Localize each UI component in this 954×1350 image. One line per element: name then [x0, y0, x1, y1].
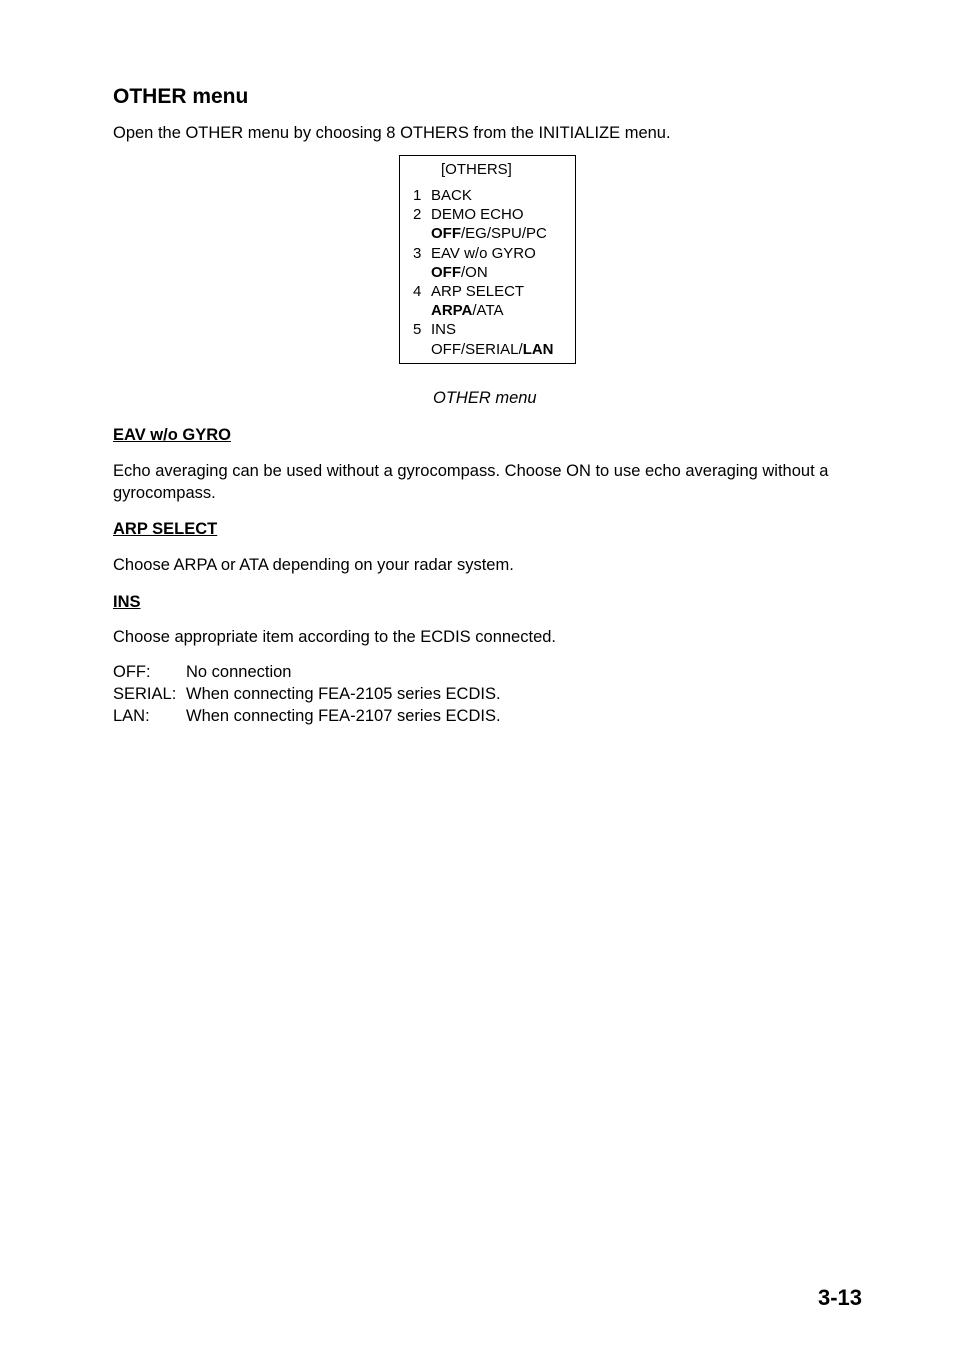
- selected-option: OFF: [431, 225, 461, 242]
- page-number: 3-13: [818, 1285, 863, 1310]
- menu-item-ins-options: [431, 341, 554, 358]
- intro-text: Open the OTHER menu by choosing 8 OTHERS from the INITIALIZE menu.: [113, 124, 671, 142]
- selected-option: LAN: [522, 341, 554, 358]
- eav-heading: EAV w/o GYRO: [113, 426, 231, 444]
- definition-term: SERIAL:: [113, 685, 177, 703]
- menu-title: [OTHERS]: [441, 161, 512, 178]
- selected-option: OFF: [431, 264, 461, 281]
- other-options: /ON: [461, 264, 488, 281]
- menu-item-demo-echo-options: [431, 225, 547, 242]
- menu-item-back: BACK: [431, 187, 472, 204]
- figure-caption: OTHER menu: [433, 389, 537, 407]
- definition-desc: When connecting FEA-2107 series ECDIS.: [186, 707, 501, 725]
- others-menu-box: [399, 155, 576, 364]
- arp-heading: ARP SELECT: [113, 520, 218, 538]
- menu-item-number: 1: [413, 187, 422, 204]
- ins-heading: INS: [113, 593, 141, 611]
- menu-item-number: 4: [413, 283, 422, 300]
- definition-term: LAN:: [113, 707, 150, 725]
- definition-desc: When connecting FEA-2105 series ECDIS.: [186, 685, 501, 703]
- menu-item-demo-echo: DEMO ECHO: [431, 206, 524, 223]
- menu-item-arp-select: ARP SELECT: [431, 283, 525, 300]
- menu-item-number: 2: [413, 206, 422, 223]
- other-options: /ATA: [472, 302, 504, 319]
- other-options: OFF/SERIAL/: [431, 341, 523, 358]
- ins-text: Choose appropriate item according to the ECDIS connected.: [113, 628, 557, 646]
- selected-option: ARPA: [431, 302, 473, 319]
- section-heading: OTHER menu: [113, 85, 249, 108]
- arp-text: Choose ARPA or ATA depending on your radar system.: [113, 556, 514, 574]
- definition-desc: No connection: [186, 663, 292, 681]
- other-options: /EG/SPU/PC: [461, 225, 547, 242]
- menu-item-ins: INS: [431, 321, 457, 338]
- menu-item-number: 5: [413, 321, 422, 338]
- menu-item-number: 3: [413, 245, 422, 262]
- menu-item-eav-options: [431, 264, 488, 281]
- menu-item-arp-options: [431, 302, 504, 319]
- menu-item-eav-wo-gyro: EAV w/o GYRO: [431, 245, 536, 262]
- definition-term: OFF:: [113, 663, 151, 681]
- eav-text: Echo averaging can be used without a gyrocompass. Choose ON to use echo averaging without a gyrocompass.: [113, 462, 829, 502]
